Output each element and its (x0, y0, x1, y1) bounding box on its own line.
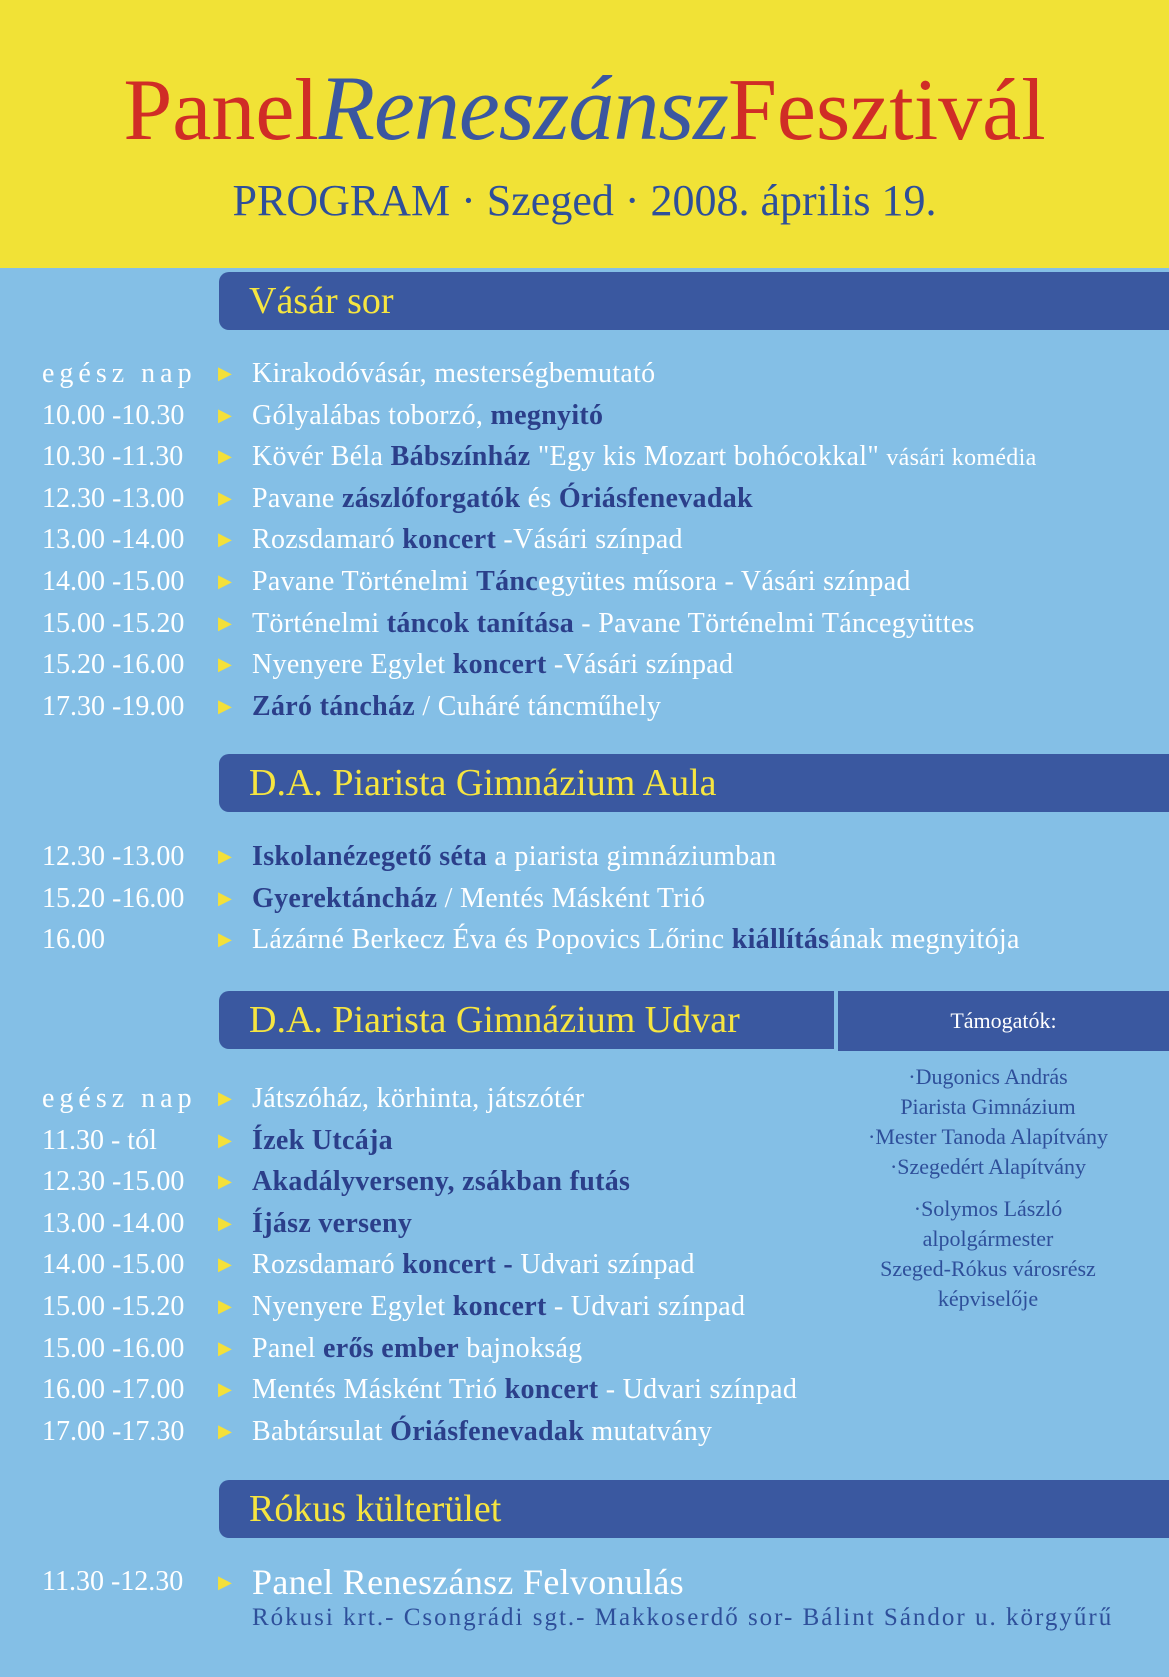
program-time: 15.00 -15.20 (42, 607, 185, 639)
highlight-text: erős ember (323, 1332, 459, 1364)
program-description (252, 1286, 745, 1328)
arrow-bullet-icon: ▶ (218, 887, 232, 908)
program-time: 12.30 -13.00 (42, 841, 185, 872)
plain-text: a piarista gimnáziumban (487, 841, 777, 872)
program-time: 15.00 -16.00 (42, 1332, 185, 1364)
program-description (252, 1328, 582, 1370)
section-title: Rókus külterület (249, 1488, 502, 1530)
sponsors-list (838, 1062, 1138, 1314)
program-row (42, 686, 1167, 728)
highlight-text: kiállítás (731, 924, 830, 956)
program-time: 17.30 -19.00 (42, 690, 185, 722)
arrow-bullet-icon: ▶ (218, 404, 232, 425)
program-row (42, 644, 1167, 686)
plain-text: - Udvari színpad (546, 1290, 746, 1322)
section-header-aula (219, 754, 1169, 812)
program-row (42, 1556, 1167, 1608)
plain-text: Játszóház, körhinta, játszótér (252, 1083, 585, 1114)
program-description (252, 1244, 695, 1286)
plain-text: Nyenyere Egylet (252, 1290, 453, 1322)
program-description (252, 1556, 684, 1608)
arrow-bullet-icon: ▶ (218, 695, 232, 716)
program-list-vasar-sor (42, 353, 1167, 727)
program-description (252, 603, 975, 645)
sponsor-line: Piarista Gimnázium (900, 1094, 1076, 1119)
program-row (42, 1411, 1167, 1453)
program-time: egész nap (42, 1083, 197, 1114)
program-row (42, 1328, 1167, 1370)
parade-route: Rókusi krt.- Csongrádi sgt.- Makkoserdő sor- Bálint Sándor u. körgyűrű (252, 1604, 1114, 1631)
program-time: 11.30 -12.30 (42, 1566, 184, 1597)
plain-text: vásári komédia (886, 445, 1037, 472)
arrow-bullet-icon: ▶ (218, 846, 232, 866)
program-row (42, 603, 1167, 645)
arrow-bullet-icon: ▶ (218, 1254, 232, 1275)
program-description (252, 1369, 797, 1411)
highlight-text: koncert - (402, 1249, 514, 1281)
arrow-bullet-icon: ▶ (218, 363, 232, 383)
sponsor-line: ·Dugonics András (908, 1064, 1068, 1089)
program-description (252, 519, 683, 561)
plain-text: Rozsdamaró (252, 1249, 403, 1281)
plain-text: Mentés Másként Trió (252, 1374, 505, 1406)
program-description (252, 686, 661, 728)
program-time: 14.00 -15.00 (42, 1249, 185, 1281)
program-time: 13.00 -14.00 (42, 1207, 185, 1239)
highlight-text: Óriásfenevadak (390, 1415, 585, 1447)
program-time: 12.30 -13.00 (42, 482, 185, 514)
plain-text: Nyenyere Egylet (252, 649, 453, 681)
highlight-text: táncok tanítása (386, 607, 574, 639)
sponsor-line: ·Solymos László (913, 1196, 1063, 1221)
program-time: 13.00 -14.00 (42, 524, 185, 556)
arrow-bullet-icon: ▶ (218, 1420, 232, 1441)
arrow-bullet-icon: ▶ (218, 570, 232, 591)
title-reneszansz: Reneszánsz (318, 57, 728, 159)
program-description (252, 1411, 712, 1453)
program-description (252, 1161, 630, 1203)
plain-text: - Udvari színpad (598, 1374, 798, 1406)
program-description (252, 1078, 584, 1120)
program-row (42, 353, 1167, 395)
sponsors-title: Támogatók: (950, 1008, 1057, 1033)
highlight-text: Iskolanézegető séta (252, 841, 488, 872)
program-description (252, 395, 603, 437)
program-time: 15.20 -16.00 (42, 649, 185, 681)
plain-text: "Egy kis Mozart bohócokkal" (530, 441, 887, 473)
program-time: 16.00 -17.00 (42, 1374, 185, 1406)
program-row (42, 436, 1167, 478)
program-time: 14.00 -15.00 (42, 565, 185, 597)
highlight-text: koncert (504, 1374, 599, 1406)
program-time: 17.00 -17.30 (42, 1415, 185, 1447)
highlight-text: Íjász verseny (252, 1207, 413, 1239)
program-description (252, 644, 733, 686)
highlight-text: Ízek Utcája (252, 1124, 393, 1156)
arrow-bullet-icon: ▶ (218, 1572, 232, 1592)
program-description (252, 353, 655, 395)
sponsor-line: képviselője (937, 1286, 1039, 1311)
plain-text: Panel (252, 1332, 324, 1364)
arrow-bullet-icon: ▶ (218, 529, 232, 550)
highlight-text: Gyerektáncház (252, 882, 438, 914)
sponsor-line: ·Szegedért Alapítvány (889, 1154, 1087, 1179)
sponsors-header (838, 991, 1169, 1051)
program-description (252, 1203, 412, 1245)
highlight-text: koncert (452, 649, 547, 681)
plain-text: Panel Reneszánsz Felvonulás (252, 1562, 684, 1602)
program-time: 12.30 -15.00 (42, 1166, 185, 1198)
highlight-text: zászlóforgatók (341, 482, 521, 514)
program-row (42, 519, 1167, 561)
program-list-aula (42, 836, 1167, 961)
arrow-bullet-icon: ▶ (218, 654, 232, 675)
program-description (252, 1120, 393, 1162)
arrow-bullet-icon: ▶ (218, 1088, 232, 1108)
section-title: D.A. Piarista Gimnázium Aula (249, 762, 717, 804)
arrow-bullet-icon: ▶ (218, 487, 232, 508)
sponsor-line: ·Mester Tanoda Alapítvány (868, 1124, 1108, 1149)
highlight-text: Óriásfenevadak (558, 482, 753, 514)
plain-text: -Vásári színpad (546, 649, 734, 681)
section-header-udvar (219, 991, 834, 1049)
plain-text: ának megnyitója (829, 924, 1020, 956)
highlight-text: koncert (452, 1290, 547, 1322)
section-title: D.A. Piarista Gimnázium Udvar (249, 999, 740, 1041)
program-row (42, 395, 1167, 437)
program-description (252, 919, 1020, 961)
festival-title (0, 58, 1169, 161)
arrow-bullet-icon: ▶ (218, 1295, 232, 1316)
plain-text: Kirakodóvásár, mesterségbemutató (252, 358, 656, 389)
section-title: Vásár sor (249, 280, 394, 322)
program-time: 10.00 -10.30 (42, 399, 185, 431)
plain-text: - Pavane Történelmi Táncegyüttes (574, 607, 975, 639)
arrow-bullet-icon: ▶ (218, 929, 232, 950)
plain-text: / Mentés Másként Trió (437, 882, 706, 914)
plain-text: -Vásári színpad (496, 524, 683, 556)
highlight-text: Bábszínház (390, 441, 531, 473)
highlight-text: Akadályverseny, zsákban futás (252, 1166, 631, 1198)
highlight-text: Záró táncház (252, 690, 416, 722)
plain-text: Gólyalábas toborzó, (252, 399, 491, 431)
arrow-bullet-icon: ▶ (218, 1212, 232, 1233)
arrow-bullet-icon: ▶ (218, 1379, 232, 1400)
plain-text: és (520, 482, 559, 514)
header-banner (0, 0, 1169, 268)
program-time: 15.20 -16.00 (42, 882, 185, 914)
plain-text: Udvari színpad (513, 1249, 695, 1281)
plain-text: bajnokság (458, 1332, 583, 1364)
program-time: egész nap (42, 358, 197, 389)
program-time: 16.00 (42, 924, 105, 956)
program-list-rokus (42, 1556, 1167, 1608)
program-description (252, 478, 753, 520)
program-description (252, 878, 705, 920)
arrow-bullet-icon: ▶ (218, 446, 232, 467)
arrow-bullet-icon: ▶ (218, 1171, 232, 1192)
plain-text: mutatvány (584, 1415, 713, 1447)
program-row (42, 919, 1167, 961)
program-row (42, 478, 1167, 520)
program-description (252, 561, 911, 603)
section-header-vasar-sor (219, 272, 1169, 330)
plain-text: Rozsdamaró (252, 524, 403, 556)
plain-text: Babtársulat (252, 1415, 391, 1447)
program-row (42, 1369, 1167, 1411)
arrow-bullet-icon: ▶ (218, 612, 232, 633)
title-fesztival: Fesztivál (727, 62, 1046, 159)
plain-text: Kövér Béla (252, 441, 391, 473)
highlight-text: koncert (402, 524, 497, 556)
program-subtitle: PROGRAM · Szeged · 2008. április 19. (232, 176, 937, 225)
sponsor-line: alpolgármester (922, 1226, 1054, 1251)
plain-text: együtes műsora - Vásári színpad (538, 565, 911, 597)
program-time: 11.30 - tól (42, 1124, 157, 1156)
plain-text: Pavane (252, 482, 342, 514)
plain-text: Lázárné Berkecz Éva és Popovics Lőrinc (252, 924, 732, 956)
program-time: 15.00 -15.20 (42, 1290, 185, 1322)
plain-text: / Cuháré táncműhely (415, 690, 662, 722)
highlight-text: megnyitó (490, 399, 604, 431)
plain-text: Történelmi (252, 607, 387, 639)
program-row (42, 878, 1167, 920)
program-time: 10.30 -11.30 (42, 441, 184, 473)
program-row (42, 561, 1167, 603)
sponsor-line: Szeged-Rókus városrész (880, 1256, 1096, 1281)
plain-text: Pavane Történelmi (252, 565, 477, 597)
program-description (252, 836, 777, 878)
highlight-text: Tánc (476, 565, 539, 597)
program-row (42, 836, 1167, 878)
program-description (252, 436, 1037, 480)
arrow-bullet-icon: ▶ (218, 1129, 232, 1150)
title-panel: Panel (123, 62, 319, 159)
section-header-rokus (219, 1480, 1169, 1538)
arrow-bullet-icon: ▶ (218, 1337, 232, 1358)
